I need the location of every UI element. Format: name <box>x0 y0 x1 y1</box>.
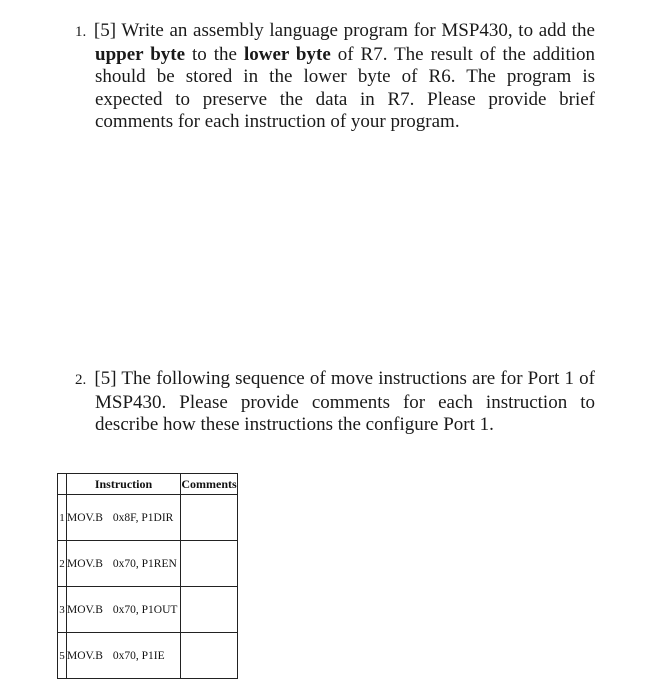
table-row <box>58 587 238 633</box>
instruction-cell <box>67 495 181 541</box>
question-1-text-c: of R7. The result of the addition should be stored in the lower byte of R6. The program is expected to preserve the data in R7. Please provide brief comments for each instruction of your program. <box>95 43 596 132</box>
question-1-bold-upper-byte: upper byte <box>95 43 186 65</box>
row-number: 3 <box>58 587 67 633</box>
instruction-args: 0x70, P1IE <box>112 649 165 662</box>
instruction-op: MOV.B <box>67 557 103 570</box>
table-row <box>58 633 238 679</box>
question-2 <box>75 368 595 437</box>
instruction-cell <box>67 633 181 679</box>
question-1-text-a: Write an assembly language program for MSP430, to add the <box>121 20 595 41</box>
table-row <box>58 495 238 541</box>
header-comments: Comments <box>181 474 238 495</box>
table-row <box>58 541 238 587</box>
comment-cell[interactable] <box>181 633 238 679</box>
question-2-text: The following sequence of move instructions are for Port 1 of MSP430. Please provide comments for each instruction to describe how these instructions the configure Port 1. <box>95 368 595 435</box>
question-2-body <box>75 368 595 437</box>
row-number: 2 <box>58 541 67 587</box>
question-1-body <box>75 20 595 134</box>
question-1 <box>75 20 595 134</box>
header-instruction: Instruction <box>67 474 181 495</box>
comment-cell[interactable] <box>181 495 238 541</box>
instruction-cell <box>67 541 181 587</box>
row-number: 5 <box>58 633 67 679</box>
instruction-args: 0x70, P1REN <box>112 557 177 570</box>
row-number: 1 <box>58 495 67 541</box>
instruction-op: MOV.B <box>67 511 103 524</box>
instruction-op: MOV.B <box>67 649 103 662</box>
header-number <box>58 474 67 495</box>
instruction-args: 0x8F, P1DIR <box>112 511 174 524</box>
question-1-points: [5] <box>93 20 117 41</box>
question-2-points: [5] <box>94 368 117 389</box>
question-1-text-b: to the <box>192 43 237 65</box>
question-2-number: 2. <box>75 372 87 388</box>
question-1-number: 1. <box>75 24 87 40</box>
instruction-cell <box>67 587 181 633</box>
instruction-args: 0x70, P1OUT <box>112 603 178 616</box>
question-1-bold-lower-byte: lower byte <box>243 43 331 65</box>
instruction-op: MOV.B <box>67 603 103 616</box>
table-header-row <box>58 474 238 495</box>
comment-cell[interactable] <box>181 541 238 587</box>
instruction-table <box>57 473 238 679</box>
comment-cell[interactable] <box>181 587 238 633</box>
